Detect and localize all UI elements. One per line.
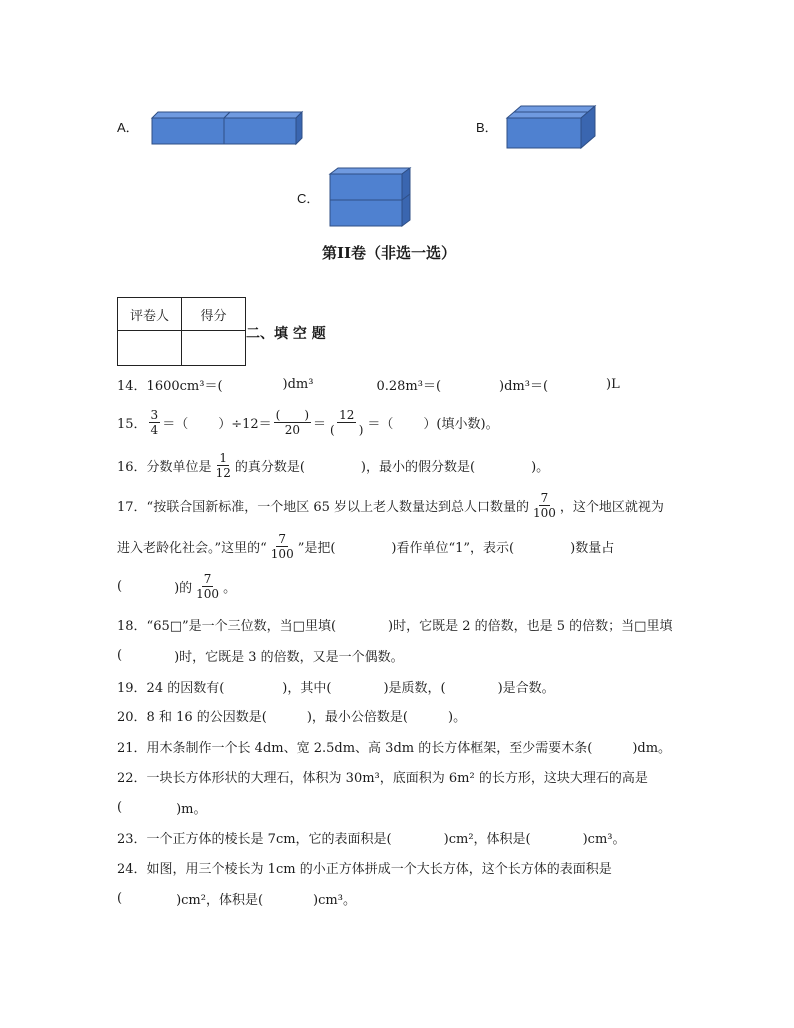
score-table-score-header: 得分 bbox=[182, 298, 246, 331]
q17-text-2b: ”是把( bbox=[297, 541, 336, 556]
score-table-reviewer-cell[interactable] bbox=[118, 331, 182, 366]
q17-text-1b: ，这个地区就视为 bbox=[559, 500, 664, 515]
q17-text-3a: ( bbox=[117, 579, 123, 594]
q15-text-4: ＝（ bbox=[367, 417, 394, 432]
q20-number: 20． bbox=[117, 710, 147, 725]
q15-text-3: ＝ bbox=[313, 417, 327, 432]
q17-f3-denominator: 100 bbox=[196, 587, 220, 601]
q24-text-2b: )cm²，体积是( bbox=[176, 893, 264, 908]
q15-f2-numerator[interactable]: ( ) bbox=[275, 408, 310, 422]
question-22-line-2 bbox=[117, 798, 206, 817]
q24-text-1: 如图，用三个棱长为 1cm 的小正方体拼成一个大长方体，这个长方体的表面积是 bbox=[146, 862, 612, 877]
cube-a1-front bbox=[152, 118, 224, 144]
question-24-line-2 bbox=[117, 889, 356, 908]
q16-text-4: )。 bbox=[531, 460, 550, 475]
q16-denominator: 12 bbox=[215, 466, 231, 480]
q15-f2-denominator: 20 bbox=[284, 423, 300, 437]
q22-number: 22． bbox=[117, 771, 147, 786]
q23-text-1: 一个正方体的棱长是 7cm，它的表面积是( bbox=[146, 832, 392, 847]
q15-text-2: ）÷12＝ bbox=[218, 417, 272, 432]
question-17-line-1 bbox=[117, 492, 664, 519]
q15-f3-numerator: 12 bbox=[339, 408, 355, 422]
q18-text-1: “65□”是一个三位数，当□里填( bbox=[146, 619, 337, 634]
q22-text-2a: ( bbox=[117, 800, 123, 815]
q17-number: 17． bbox=[117, 500, 147, 515]
section-title: 二、填 空 题 bbox=[246, 326, 326, 342]
question-18-line-2 bbox=[117, 646, 404, 665]
q24-text-2a: ( bbox=[117, 891, 123, 906]
option-b-figure bbox=[505, 104, 601, 150]
q16-fraction bbox=[214, 452, 233, 479]
option-b-label: B． bbox=[476, 120, 498, 135]
question-16 bbox=[117, 452, 549, 479]
question-18-line-1 bbox=[117, 615, 672, 634]
q24-text-2c: )cm³。 bbox=[313, 893, 356, 908]
q17-text-3b: )的 bbox=[174, 581, 193, 596]
q23-text-3: )cm³。 bbox=[582, 832, 626, 847]
q23-number: 23． bbox=[117, 832, 147, 847]
q14-text-a: 1600cm³＝( bbox=[146, 379, 223, 394]
question-19 bbox=[117, 677, 555, 696]
q17-text-2d: )数量占 bbox=[570, 541, 615, 556]
q21-text-2: )dm。 bbox=[632, 741, 672, 756]
cube-a-side bbox=[296, 112, 302, 144]
option-c-figure bbox=[328, 166, 414, 228]
q21-number: 21． bbox=[117, 741, 147, 756]
q17-fraction-3 bbox=[194, 573, 221, 600]
question-23 bbox=[117, 828, 626, 847]
question-17-line-3 bbox=[117, 573, 236, 600]
q17-f1-denominator: 100 bbox=[533, 506, 556, 520]
q14-text-b: )dm³ bbox=[282, 377, 314, 392]
q15-fraction-3 bbox=[328, 409, 365, 436]
q20-text-3: )。 bbox=[448, 710, 467, 725]
q17-f1-numerator: 7 bbox=[540, 491, 549, 505]
option-a-figure bbox=[150, 110, 310, 146]
cube-a2-top bbox=[224, 112, 302, 118]
cube-a2-front bbox=[224, 118, 296, 144]
q17-text-2a: 进入老龄化社会。”这里的“ bbox=[117, 541, 267, 556]
q15-f1-numerator: 3 bbox=[150, 408, 159, 422]
q14-text-c: 0.28m³＝( bbox=[376, 379, 442, 394]
q19-number: 19． bbox=[117, 681, 147, 696]
question-21 bbox=[117, 737, 671, 756]
q22-text-2b: )m。 bbox=[176, 802, 207, 817]
score-table bbox=[117, 297, 246, 366]
question-22-line-1 bbox=[117, 767, 648, 786]
cube-b-front bbox=[507, 118, 581, 148]
q14-number: 14． bbox=[117, 379, 147, 394]
q17-f2-numerator: 7 bbox=[278, 532, 287, 546]
q15-text-5: ）(填小数)。 bbox=[423, 417, 499, 432]
question-20 bbox=[117, 706, 466, 725]
q17-text-2c: )看作单位“1”，表示( bbox=[391, 541, 515, 556]
q17-text-3c: 。 bbox=[223, 581, 237, 596]
q16-text-3: )，最小的假分数是( bbox=[360, 460, 476, 475]
q16-text-1: 分数单位是 bbox=[146, 460, 212, 475]
cube-a1-top bbox=[152, 112, 230, 118]
q16-text-2: 的真分数是( bbox=[234, 460, 305, 475]
q17-f3-numerator: 7 bbox=[203, 572, 212, 586]
option-a-label: A． bbox=[117, 120, 139, 135]
q21-text-1: 用木条制作一个长 4dm、宽 2.5dm、高 3dm 的长方体框架，至少需要木条( bbox=[146, 741, 593, 756]
q16-numerator: 1 bbox=[219, 451, 228, 465]
q17-fraction-1 bbox=[531, 492, 558, 519]
cube-c2-front bbox=[330, 200, 402, 226]
cube-c-top bbox=[330, 168, 410, 174]
q15-text-1: ＝（ bbox=[162, 417, 189, 432]
q20-text-2: )，最小公倍数是( bbox=[306, 710, 408, 725]
q23-text-2: )cm²，体积是( bbox=[443, 832, 531, 847]
question-14 bbox=[117, 375, 620, 394]
q24-number: 24． bbox=[117, 862, 147, 877]
q20-text-1: 8 和 16 的公因数是( bbox=[146, 710, 267, 725]
score-table-score-cell[interactable] bbox=[182, 331, 246, 366]
q15-number: 15． bbox=[117, 417, 147, 432]
q15-f1-denominator: 4 bbox=[150, 423, 159, 437]
q17-text-1a: “按联合国新标准，一个地区 65 岁以上老人数量达到总人口数量的 bbox=[146, 500, 529, 515]
q19-text-4: )是合数。 bbox=[497, 681, 555, 696]
q18-text-1b: )时，它既是 2 的倍数，也是 5 的倍数；当□里填 bbox=[388, 619, 673, 634]
cube-c1-front bbox=[330, 174, 402, 200]
q19-text-3: )是质数，( bbox=[383, 681, 446, 696]
q22-text-1: 一块长方体形状的大理石，体积为 30m³，底面积为 6m² 的长方形，这块大理石的高是 bbox=[146, 771, 648, 786]
q17-fraction-2 bbox=[269, 533, 296, 560]
q19-text-1: 24 的因数有( bbox=[146, 681, 225, 696]
part-title: 第II卷（非选一选） bbox=[322, 244, 457, 262]
q18-text-2a: ( bbox=[117, 648, 123, 663]
q14-text-d: )dm³＝( bbox=[499, 379, 549, 394]
q15-fraction-1 bbox=[149, 409, 161, 436]
q14-text-e: )L bbox=[606, 377, 620, 392]
q19-text-2: )，其中( bbox=[282, 681, 332, 696]
question-24-line-1 bbox=[117, 858, 612, 877]
q15-fraction-2 bbox=[274, 409, 311, 436]
question-17-line-2 bbox=[117, 533, 614, 560]
q17-f2-denominator: 100 bbox=[270, 547, 294, 561]
q18-number: 18． bbox=[117, 619, 147, 634]
score-table-reviewer-header: 评卷人 bbox=[118, 298, 182, 331]
option-c-label: C． bbox=[297, 191, 320, 206]
q18-text-2b: )时，它既是 3 的倍数，又是一个偶数。 bbox=[174, 650, 404, 665]
q16-number: 16． bbox=[117, 460, 147, 475]
q15-f3-denominator[interactable]: ( ) bbox=[330, 423, 364, 437]
question-15 bbox=[117, 409, 499, 436]
